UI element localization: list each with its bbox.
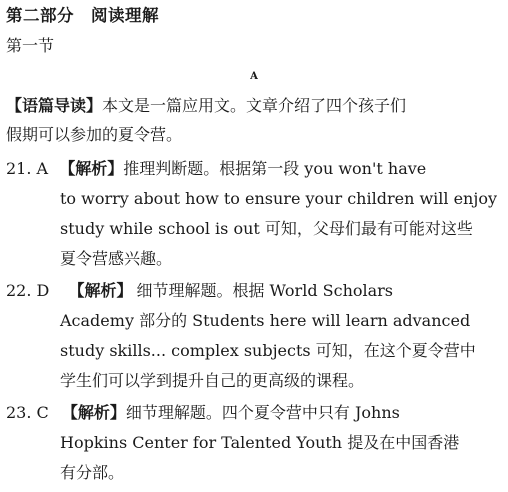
q23-line-1 (6, 403, 400, 423)
q23-line-2: Hopkins Center for Talented Youth 提及在中国香港 (60, 433, 460, 452)
q22-line-3: study skills... complex subjects 可知，在这个夏令营中 (60, 341, 476, 360)
guide-text: 本文是一篇应用文。文章介绍了四个孩子们 (102, 96, 407, 115)
q21-number: 21. A (6, 159, 49, 178)
q22-number: 22. D (6, 281, 50, 300)
q23-tag: 【解析】 (61, 403, 126, 422)
q21-tag: 【解析】 (59, 159, 124, 178)
q21-text: 推理判断题。根据第一段 you won't have (123, 159, 427, 178)
passage-letter: A (250, 71, 258, 82)
section-title: 第一节 (6, 36, 55, 55)
q23-number: 23. C (6, 403, 49, 422)
guide-tag: 【语篇导读】 (6, 96, 103, 115)
q21-line-1 (6, 159, 426, 179)
q23-text: 细节理解题。四个夏令营中只有 Johns (125, 403, 400, 422)
q22-line-2: Academy 部分的 Students here will learn advanced (60, 311, 471, 330)
part-title: 第二部分 阅读理解 (6, 6, 159, 25)
q22-line-1 (6, 281, 393, 301)
q21-line-3: study while school is out 可知，父母们最有可能对这些 (60, 219, 473, 238)
guide-line-2: 假期可以参加的夏令营。 (6, 125, 183, 144)
q22-line-4: 学生们可以学到提升自己的更高级的课程。 (60, 371, 365, 390)
q21-line-4: 夏令营感兴趣。 (60, 249, 173, 268)
q22-tag: 【解析】 (68, 281, 133, 300)
guide-line-1 (6, 96, 406, 116)
q22-text: 细节理解题。根据 World Scholars (136, 281, 394, 300)
q23-line-3: 有分部。 (60, 463, 125, 482)
q21-line-2: to worry about how to ensure your children will enjoy (60, 189, 497, 208)
